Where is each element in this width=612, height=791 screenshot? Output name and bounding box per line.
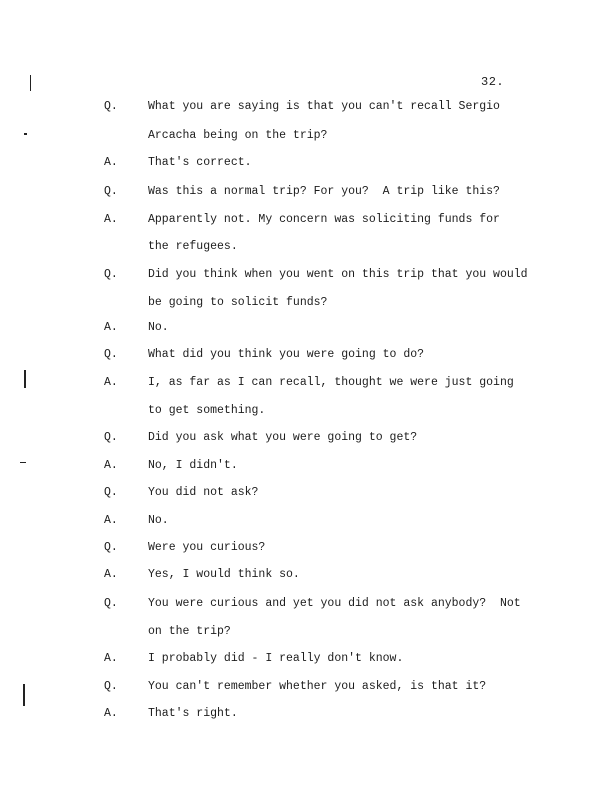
transcript-text: What you are saying is that you can't recall Sergio bbox=[148, 100, 500, 113]
question-marker: Q. bbox=[104, 680, 118, 693]
question-marker: Q. bbox=[104, 185, 118, 198]
answer-marker: A. bbox=[104, 652, 118, 665]
transcript-line bbox=[0, 680, 612, 700]
transcript-text: to get something. bbox=[148, 404, 266, 417]
transcript-line bbox=[0, 213, 612, 233]
transcript-line bbox=[0, 625, 612, 645]
transcript-line bbox=[0, 156, 612, 176]
transcript-text: No. bbox=[148, 514, 169, 527]
question-marker: Q. bbox=[104, 486, 118, 499]
transcript-text: Yes, I would think so. bbox=[148, 568, 300, 581]
transcript-line bbox=[0, 321, 612, 341]
answer-marker: A. bbox=[104, 213, 118, 226]
transcript-text: Did you think when you went on this trip that you would bbox=[148, 268, 528, 281]
transcript-text: be going to solicit funds? bbox=[148, 296, 328, 309]
transcript-text: What did you think you were going to do? bbox=[148, 348, 425, 361]
transcript-line bbox=[0, 568, 612, 588]
transcript-text: That's correct. bbox=[148, 156, 252, 169]
question-marker: Q. bbox=[104, 268, 118, 281]
question-marker: Q. bbox=[104, 597, 118, 610]
transcript-line bbox=[0, 404, 612, 424]
transcript-text: You were curious and yet you did not ask anybody? Not bbox=[148, 597, 521, 610]
transcript-text: I, as far as I can recall, thought we were just going bbox=[148, 376, 514, 389]
transcript-line bbox=[0, 541, 612, 561]
transcript-text: the refugees. bbox=[148, 240, 238, 253]
transcript-text: That's right. bbox=[148, 707, 238, 720]
transcript-line bbox=[0, 376, 612, 396]
question-marker: Q. bbox=[104, 431, 118, 444]
answer-marker: A. bbox=[104, 707, 118, 720]
answer-marker: A. bbox=[104, 459, 118, 472]
transcript-line bbox=[0, 459, 612, 479]
page-number: 32. bbox=[481, 75, 505, 89]
question-marker: Q. bbox=[104, 100, 118, 113]
transcript-line bbox=[0, 597, 612, 617]
transcript-text: You can't remember whether you asked, is that it? bbox=[148, 680, 487, 693]
transcript-line bbox=[0, 431, 612, 451]
transcript-line bbox=[0, 348, 612, 368]
transcript-text: I probably did - I really don't know. bbox=[148, 652, 404, 665]
question-marker: Q. bbox=[104, 348, 118, 361]
answer-marker: A. bbox=[104, 321, 118, 334]
answer-marker: A. bbox=[104, 156, 118, 169]
transcript-text: Were you curious? bbox=[148, 541, 266, 554]
transcript-line bbox=[0, 100, 612, 120]
transcript-text: No. bbox=[148, 321, 169, 334]
answer-marker: A. bbox=[104, 568, 118, 581]
transcript-line bbox=[0, 129, 612, 149]
transcript-line bbox=[0, 514, 612, 534]
transcript-text: Arcacha being on the trip? bbox=[148, 129, 328, 142]
transcript-text: No, I didn't. bbox=[148, 459, 238, 472]
transcript-line bbox=[0, 707, 612, 727]
transcript-text: Apparently not. My concern was soliciting funds for bbox=[148, 213, 500, 226]
answer-marker: A. bbox=[104, 376, 118, 389]
transcript-line bbox=[0, 296, 612, 316]
transcript-text: on the trip? bbox=[148, 625, 231, 638]
question-marker: Q. bbox=[104, 541, 118, 554]
transcript-line bbox=[0, 240, 612, 260]
transcript-line bbox=[0, 268, 612, 288]
transcript-text: Was this a normal trip? For you? A trip like this? bbox=[148, 185, 500, 198]
transcript-line bbox=[0, 486, 612, 506]
transcript-line bbox=[0, 185, 612, 205]
margin-mark bbox=[30, 75, 31, 91]
answer-marker: A. bbox=[104, 514, 118, 527]
transcript-text: Did you ask what you were going to get? bbox=[148, 431, 418, 444]
transcript-text: You did not ask? bbox=[148, 486, 259, 499]
transcript-line bbox=[0, 652, 612, 672]
